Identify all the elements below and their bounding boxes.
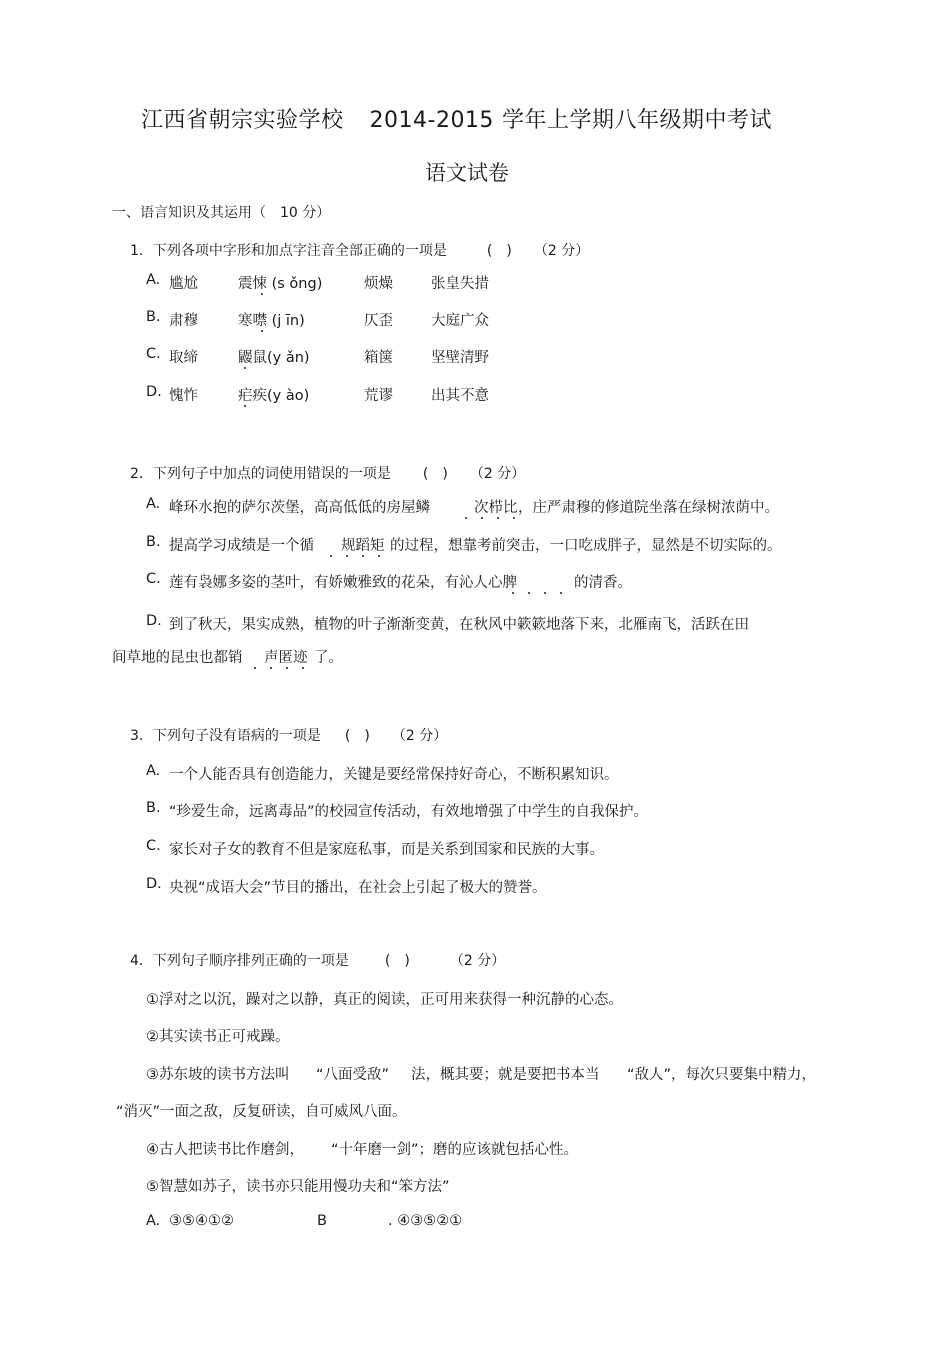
- emphasis-dot: [497, 517, 499, 519]
- option-label: A.: [146, 496, 161, 512]
- option-text: 了。: [314, 650, 343, 666]
- emphasis-dot: [261, 293, 263, 295]
- option-word: 张皇失措: [431, 276, 489, 292]
- sentence-4-part: “十年磨一剑”；磨的应该就包括心性。: [331, 1142, 579, 1158]
- option-text: 一个人能否具有创造能力，关键是要经常保持好奇心，不断积累知识。: [169, 767, 619, 783]
- emphasis-dot: [528, 592, 530, 594]
- option-text: 提高学习成绩是一个循: [169, 538, 314, 554]
- option-text: 峰环水抱的萨尔茨堡，高高低低的房屋鳞: [169, 500, 430, 516]
- option-word: 仄歪: [364, 313, 393, 329]
- option-label: B.: [146, 800, 161, 816]
- option-label: D.: [146, 876, 162, 892]
- sentence-1: ①浮对之以沉，躁对之以静，真正的阅读，正可用来获得一种沉静的心态。: [146, 992, 623, 1008]
- emphasis-dot: [465, 517, 467, 519]
- option-word: 震悚 (s ǒng): [238, 276, 323, 292]
- question-4-stem: [130, 950, 505, 970]
- option-label: C.: [146, 346, 161, 362]
- option-text: 莲有袅娜多姿的茎叶，有娇嫩雅致的花朵，有沁人心脾: [169, 575, 517, 591]
- option-word: 大庭广众: [431, 313, 489, 329]
- sentence-3-part: 法，概其要；就是要把书本当: [411, 1067, 600, 1083]
- sentence-3-part: “八面受敌”: [316, 1067, 390, 1083]
- emphasis-dot: [286, 667, 288, 669]
- emphasis-dot: [362, 555, 364, 557]
- emphasis-dot: [560, 592, 562, 594]
- q4-score: （2 分）: [449, 953, 506, 969]
- title-term: 学年上学期八年级期中考试: [501, 108, 772, 133]
- option-word: 箱箧: [364, 350, 393, 366]
- emphasis-dot: [330, 555, 332, 557]
- question-3-stem: [130, 725, 447, 745]
- option-word: 肃穆: [169, 313, 198, 329]
- question-2-stem: [130, 463, 525, 483]
- option-word: 鼹鼠(y ǎn): [238, 350, 310, 366]
- option-label: A.: [146, 1213, 161, 1229]
- sentence-3-part: “消灭”一面之敌，反复研读，自可威风八面。: [116, 1104, 407, 1120]
- option-label: B: [317, 1213, 327, 1229]
- sentence-2: ②其实读书正可戒躁。: [146, 1029, 290, 1045]
- option-word: 坚壁清野: [431, 350, 489, 366]
- option-word: 尴尬: [169, 276, 198, 292]
- q1-score: （2 分）: [533, 243, 590, 259]
- emphasis-dot: [270, 667, 272, 669]
- q2-answer-paren: ( ): [422, 466, 448, 482]
- option-text: . ④③⑤②①: [388, 1213, 463, 1229]
- option-label: C.: [146, 838, 161, 854]
- option-word: 疟疾(y ào): [238, 388, 310, 404]
- emphasis-dot: [513, 517, 515, 519]
- q4-stem-text: 4．下列句子顺序排列正确的一项是: [130, 953, 349, 969]
- option-label: A.: [146, 272, 161, 288]
- option-text: 央视“成语大会”节目的播出，在社会上引起了极大的赞誉。: [169, 880, 547, 896]
- option-word: 愧怍: [169, 388, 198, 404]
- option-word: 烦燥: [364, 276, 393, 292]
- option-key-phrase: 规蹈矩: [341, 538, 385, 554]
- option-word: 寒噤 (j īn): [238, 313, 305, 329]
- emphasis-dot: [254, 667, 256, 669]
- emphasis-dot: [512, 592, 514, 594]
- emphasis-dot: [481, 517, 483, 519]
- q2-score: （2 分）: [469, 466, 526, 482]
- title-school: 江西省朝宗实验学校: [141, 108, 344, 133]
- option-text: 间草地的昆虫也都销: [112, 650, 243, 666]
- sentence-3-part: ③苏东坡的读书方法叫: [146, 1067, 290, 1083]
- option-key-phrase: 次栉比: [474, 500, 518, 516]
- option-text: ③⑤④①②: [169, 1213, 234, 1229]
- q3-answer-paren: ( ): [344, 728, 370, 744]
- title-year: 2014-2015: [369, 108, 494, 133]
- option-label: B.: [146, 309, 161, 325]
- option-text: 的清香。: [574, 575, 632, 591]
- question-1-stem: [130, 240, 589, 260]
- q4-answer-paren: ( ): [384, 953, 410, 969]
- option-text: 到了秋天，果实成熟，植物的叶子渐渐变黄，在秋风中簌簌地落下来，北雁南飞，活跃在田: [169, 617, 749, 633]
- emphasis-dot: [378, 555, 380, 557]
- q3-stem-text: 3．下列句子没有语病的一项是: [130, 728, 321, 744]
- emphasis-dot: [544, 592, 546, 594]
- option-word: 荒谬: [364, 388, 393, 404]
- q1-answer-paren: ( ): [486, 243, 512, 259]
- option-text: 家长对子女的教育不但是家庭私事，而是关系到国家和民族的大事。: [169, 842, 604, 858]
- option-label: B.: [146, 534, 161, 550]
- emphasis-dot: [302, 667, 304, 669]
- sentence-3-part: “敌人”，每次只要集中精力，: [627, 1067, 817, 1083]
- option-label: D.: [146, 613, 162, 629]
- emphasis-dot: [261, 330, 263, 332]
- option-text: “珍爱生命，远离毒品”的校园宣传活动，有效地增强了中学生的自我保护。: [169, 804, 649, 820]
- option-text: ，庄严肃穆的修道院坐落在绿树浓荫中。: [518, 500, 779, 516]
- q2-stem-text: 2．下列句子中加点的词使用错误的一项是: [130, 466, 391, 482]
- q1-stem-text: 1．下列各项中字形和加点字注音全部正确的一项是: [130, 243, 447, 259]
- emphasis-dot: [244, 405, 246, 407]
- section-heading: 一、语言知识及其运用（ 10 分）: [112, 205, 331, 221]
- doc-subtitle: 语文试卷: [425, 161, 509, 185]
- option-label: D.: [146, 384, 162, 400]
- option-key-phrase: 声匿迹: [264, 650, 308, 666]
- option-word: 取缔: [169, 350, 198, 366]
- emphasis-dot: [244, 367, 246, 369]
- sentence-4-part: ④古人把读书比作磨剑，: [146, 1142, 304, 1158]
- doc-title: [141, 103, 772, 134]
- sentence-5: ⑤智慧如苏子，读书亦只能用慢功夫和“笨方法”: [146, 1179, 450, 1195]
- option-label: A.: [146, 763, 161, 779]
- q3-score: （2 分）: [391, 728, 448, 744]
- option-word: 出其不意: [431, 388, 489, 404]
- option-label: C.: [146, 571, 161, 587]
- option-text: 的过程，想靠考前突击，一口吃成胖子，显然是不切实际的。: [390, 538, 782, 554]
- emphasis-dot: [346, 555, 348, 557]
